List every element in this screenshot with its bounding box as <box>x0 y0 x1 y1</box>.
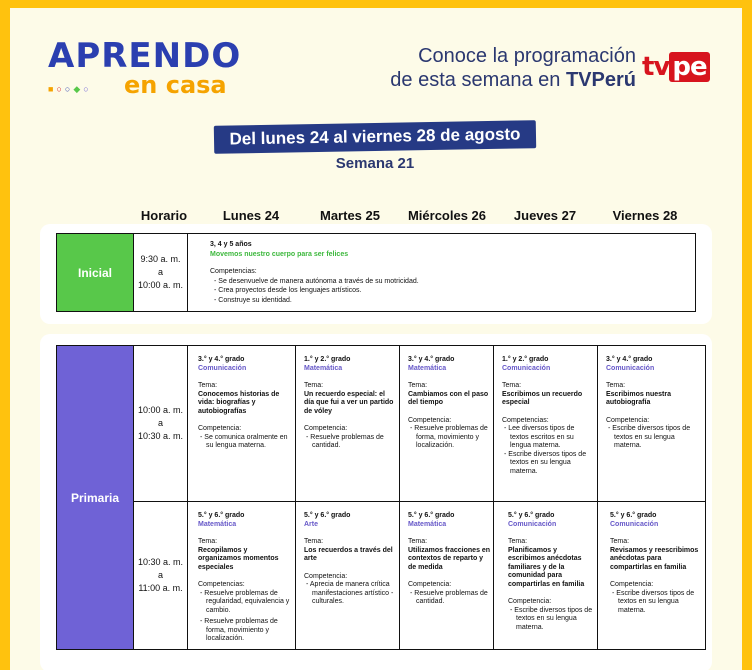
day-header-miercoles: Miércoles 26 <box>407 208 487 223</box>
aprendo-en-casa-logo: APRENDO en casa ■○○◆○ <box>48 36 242 99</box>
program-cell-jueves-1: 1.° y 2.° grado Comunicación Tema: Escribimos un recuerdo especial Competencias: - Lee diversos tipos de textos escritos en su lengua materna. - Escribe diversos tipos de textos en su lengua materna. <box>502 356 587 475</box>
primaria-time-row-2: 10:30 a. m. a 11:00 a. m. <box>137 557 184 593</box>
program-cell-lunes-1: 3.° y 4.° grado Comunicación Tema: Conocemos historias de vida: biografías y autobiografías Competencia: - Se comunica oralmente en su lengua materna. <box>198 356 288 449</box>
program-cell-miercoles-2: 5.° y 6.° grado Matemática Tema: Utilizamos fracciones en contextos de reparto y de medida Competencia: - Resuelve problemas de cantidad. <box>408 512 491 605</box>
inicial-program-cell: 3, 4 y 5 años Movemos nuestro cuerpo para ser felices Competencias: - Se desenvuelve de manera autónoma a través de su motricidad. - Crea proyectos desde los lenguajes artísticos. - Construye su identidad. <box>210 241 419 304</box>
primaria-level-label: Primaria <box>57 346 133 649</box>
tvpe-logo: tv pe <box>642 52 710 82</box>
inicial-time: 9:30 a. m. a 10:00 a. m. <box>137 254 184 290</box>
logo-shapes-icon: ■○○◆○ <box>48 84 92 94</box>
day-header-viernes: Viernes 28 <box>612 208 678 223</box>
divider <box>597 345 598 650</box>
day-header-jueves: Jueves 27 <box>513 208 577 223</box>
program-cell-lunes-2: 5.° y 6.° grado Matemática Tema: Recopilamos y organizamos momentos especiales Competencias: - Resuelve problemas de regularidad, equivalencia y cambio. - Resuelve problemas de forma, movimiento y localización. <box>198 512 290 642</box>
row-divider <box>133 501 706 502</box>
program-cell-martes-2: 5.° y 6.° grado Arte Tema: Los recuerdos a través del arte Competencia: - Aprecia de manera crítica manifestaciones artístico - culturales. <box>304 512 394 605</box>
inicial-level-label: Inicial <box>57 234 133 311</box>
header <box>40 36 720 106</box>
program-cell-miercoles-1: 3.° y 4.° grado Matemática Tema: Cambiamos con el paso del tiempo Competencia: - Resuelve problemas de forma, movimiento y localización. <box>408 356 489 449</box>
day-header-lunes: Lunes 24 <box>222 208 280 223</box>
program-cell-viernes-1: 3.° y 4.° grado Comunicación Tema: Escribimos nuestra autobiografía Competencia: - Escribe diversos tipos de textos en su lengua materna. <box>606 356 691 449</box>
divider <box>187 233 188 312</box>
date-range-banner: Del lunes 24 al viernes 28 de agosto <box>214 120 536 154</box>
divider <box>295 345 296 650</box>
week-label: Semana 21 <box>335 155 415 172</box>
program-cell-viernes-2: 5.° y 6.° grado Comunicación Tema: Revisamos y reescribimos anécdotas para compartirlas en familia Competencia: - Escribe diversos tipos de textos en su lengua materna. <box>610 512 699 614</box>
divider <box>399 345 400 650</box>
program-cell-jueves-2: 5.° y 6.° grado Comunicación Tema: Planificamos y escribimos anécdotas familiares y de la comunidad para compartirlas en familia Competencia: - Escribe diversos tipos de textos en su lengua materna. <box>508 512 593 631</box>
program-cell-martes-1: 1.° y 2.° grado Matemática Tema: Un recuerdo especial: el día que fui a ver un partido de vóley Competencia: - Resuelve problemas de cantidad. <box>304 356 394 449</box>
divider <box>493 345 494 650</box>
horario-header: Horario <box>140 208 188 223</box>
divider <box>187 345 188 650</box>
day-header-martes: Martes 25 <box>320 208 380 223</box>
primaria-time-row-1: 10:00 a. m. a 10:30 a. m. <box>137 405 184 441</box>
headline: Conoce la programación de esta semana en TVPerú <box>390 45 636 91</box>
